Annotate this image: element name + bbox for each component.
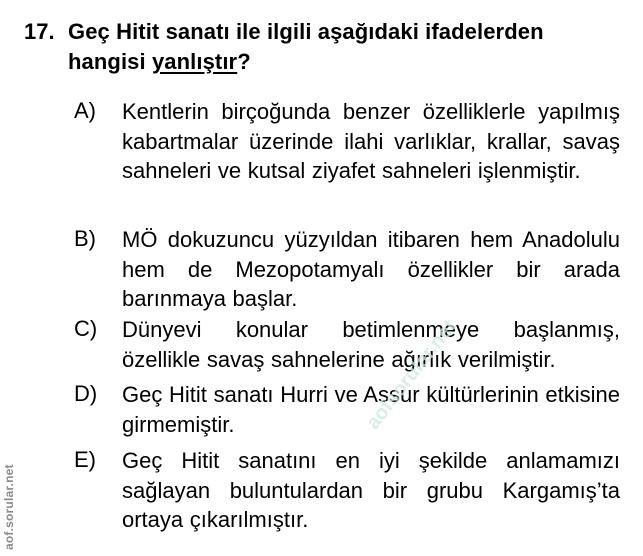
- question-text: Geç Hitit sanatı ile ilgili aşağıdaki ifadelerden hangisi: [68, 19, 544, 74]
- diagonal-watermark: aofsorular.net: [362, 315, 461, 434]
- side-watermark: aof.sorular.net: [2, 464, 16, 550]
- option-letter: E): [74, 447, 96, 472]
- option-text: MÖ dokuzuncu yüzyıldan itibaren hem Anadolulu hem de Mezopotamyalı özellikler bir arada barınmaya başlar.: [122, 227, 620, 311]
- option-text: Geç Hitit sanatını en iyi şekilde anlamamızı sağlayan buluntulardan bir grubu Kargamış’ta ortaya çıkarılmıştır.: [122, 448, 620, 532]
- option-text: Dünyevi konular betimlenmeye başlanmış, özellikle savaş sahnelerine ağırlık verilmiştir.: [122, 317, 620, 372]
- question-number: 17.: [24, 19, 55, 44]
- option-text: Kentlerin birçoğunda benzer özelliklerle yapılmış kabartmalar üzerinde ilahi varlıklar, krallar, savaş sahneleri ve kutsal ziyafet sahneleri işlenmiştir.: [122, 99, 620, 183]
- question-emphasis: yanlıştır: [151, 49, 238, 74]
- question-stem: [68, 17, 624, 77]
- option-text: Geç Hitit sanatı Hurri ve Assur kültürlerinin etkisine girmemiştir.: [122, 382, 620, 437]
- option-letter: D): [74, 381, 98, 406]
- option-letter: B): [74, 226, 96, 251]
- question-mark: ?: [237, 49, 251, 74]
- option-letter: A): [74, 98, 96, 123]
- option-letter: C): [74, 316, 98, 341]
